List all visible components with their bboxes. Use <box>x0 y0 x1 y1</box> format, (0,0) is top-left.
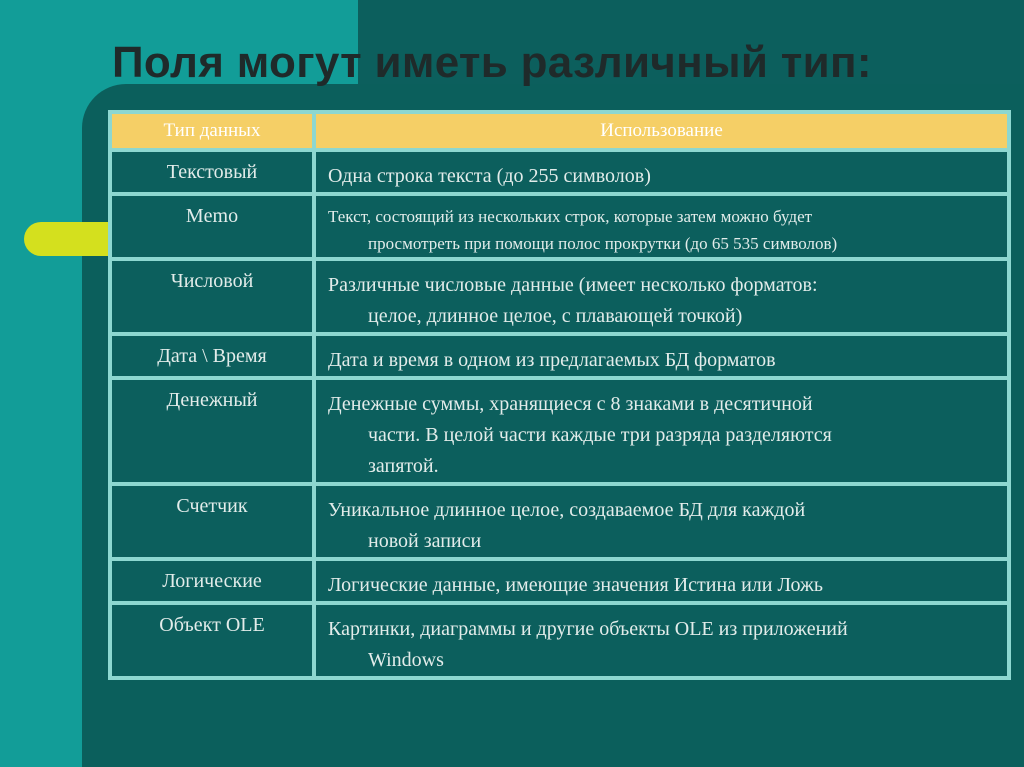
usage-line: просмотреть при помощи полос прокрутки (до 65 535 символов) <box>368 234 838 253</box>
usage-line: Логические данные, имеющие значения Истина или Ложь <box>328 574 823 596</box>
usage-cell <box>314 259 1009 334</box>
table-row <box>110 603 1009 678</box>
usage-cell <box>314 150 1009 194</box>
usage-cell <box>314 378 1009 484</box>
usage-line: новой записи <box>368 530 482 552</box>
header-data-type: Тип данных <box>110 112 314 150</box>
table-row <box>110 150 1009 194</box>
usage-line: Дата и время в одном из предлагаемых БД форматов <box>328 349 776 371</box>
type-cell: Memo <box>110 194 314 259</box>
usage-line: Картинки, диаграммы и другие объекты OLE из приложений <box>328 618 848 640</box>
type-cell: Дата \ Время <box>110 334 314 378</box>
type-cell: Числовой <box>110 259 314 334</box>
type-cell: Объект OLE <box>110 603 314 678</box>
type-cell: Денежный <box>110 378 314 484</box>
table-row <box>110 559 1009 603</box>
data-types-table <box>108 110 1011 680</box>
slide-title: Поля могут иметь различный тип: <box>112 38 872 87</box>
usage-line: Уникальное длинное целое, создаваемое БД для каждой <box>328 499 806 521</box>
header-usage: Использование <box>314 112 1009 150</box>
table-row <box>110 334 1009 378</box>
type-cell: Логические <box>110 559 314 603</box>
usage-line: целое, длинное целое, с плавающей точкой) <box>368 305 743 327</box>
table-row <box>110 484 1009 559</box>
type-cell: Счетчик <box>110 484 314 559</box>
usage-cell <box>314 484 1009 559</box>
table-header-row <box>110 112 1009 150</box>
usage-cell <box>314 194 1009 259</box>
usage-cell <box>314 603 1009 678</box>
usage-line: запятой. <box>368 455 439 477</box>
usage-cell <box>314 334 1009 378</box>
usage-line: Текст, состоящий из нескольких строк, которые затем можно будет <box>328 207 813 226</box>
usage-line: части. В целой части каждые три разряда разделяются <box>368 424 832 446</box>
type-cell: Текстовый <box>110 150 314 194</box>
decorative-yellow-tab <box>24 222 114 256</box>
usage-line: Одна строка текста (до 255 символов) <box>328 165 651 187</box>
usage-line: Различные числовые данные (имеет несколько форматов: <box>328 274 818 296</box>
table-row <box>110 194 1009 259</box>
table-row <box>110 259 1009 334</box>
usage-cell <box>314 559 1009 603</box>
table-row <box>110 378 1009 484</box>
usage-line: Денежные суммы, хранящиеся с 8 знаками в десятичной <box>328 393 813 415</box>
usage-line: Windows <box>368 649 444 671</box>
